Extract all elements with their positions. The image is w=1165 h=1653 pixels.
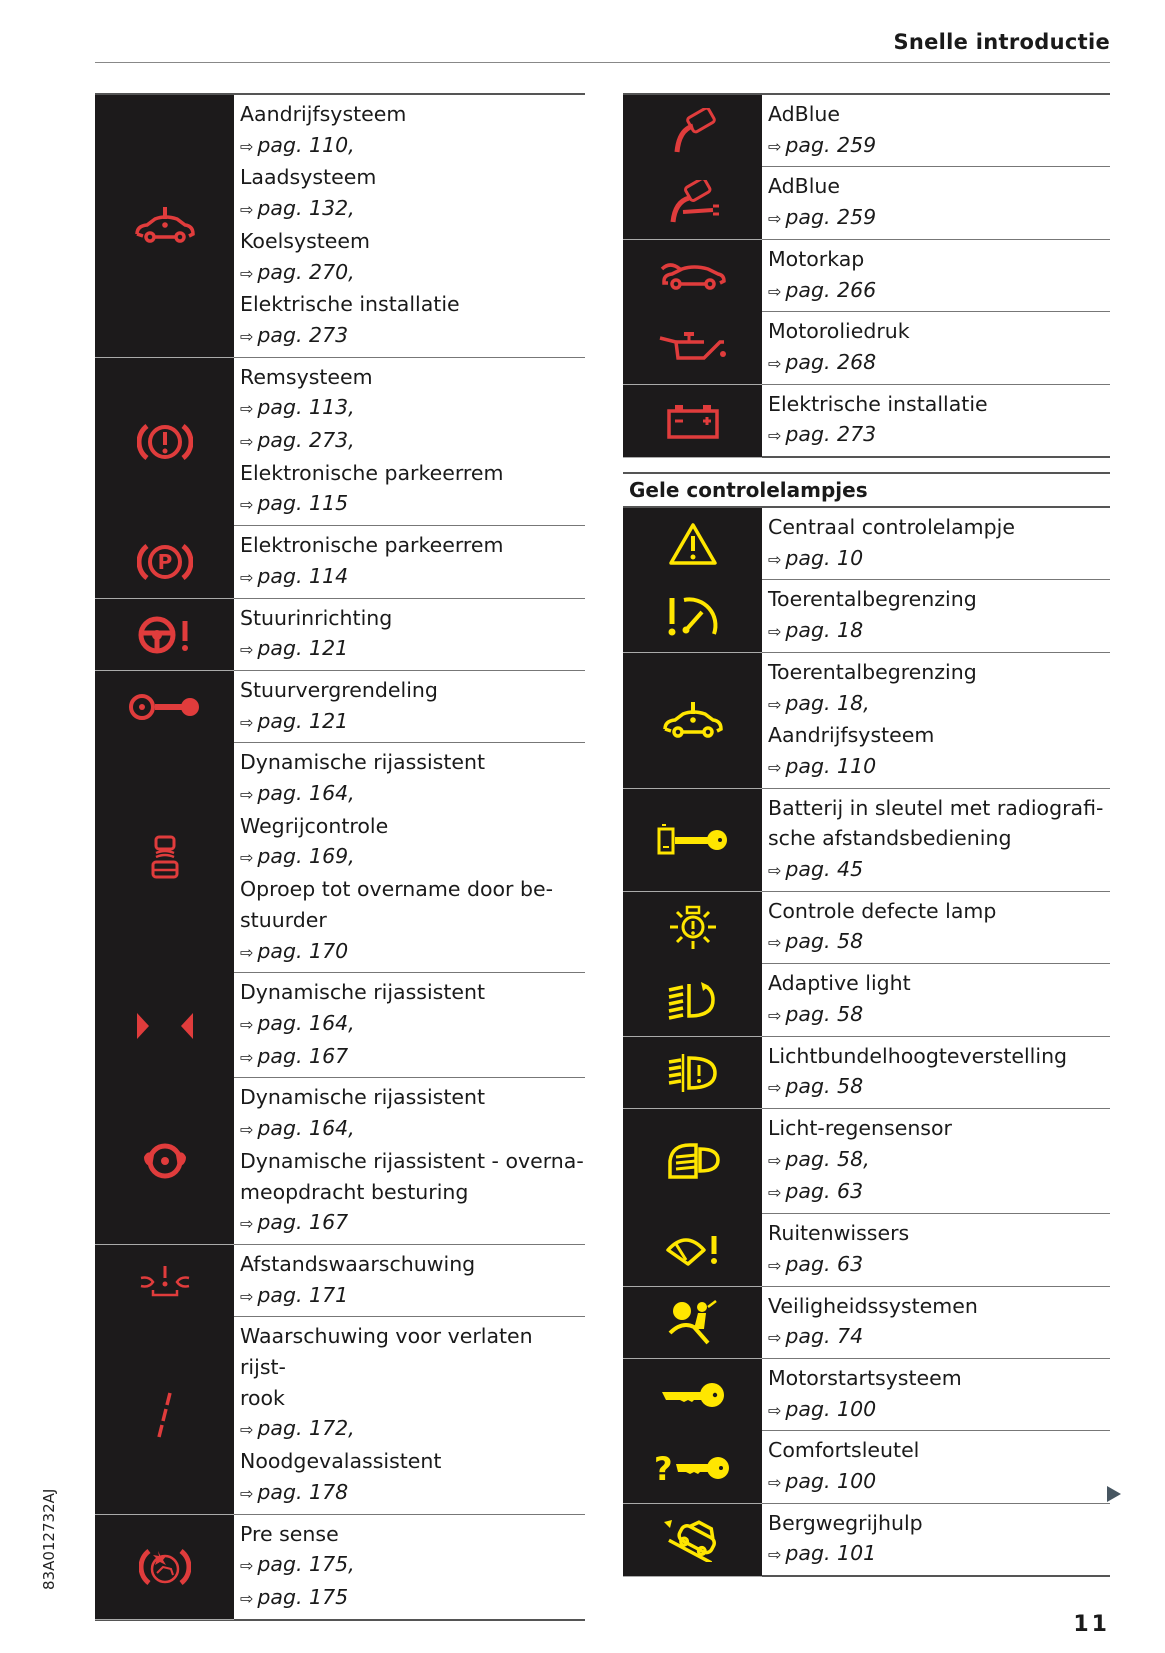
description-cell (762, 385, 1110, 456)
arrow-right-icon: ⇨ (240, 785, 254, 805)
page-reference-text: pag. 113, (257, 395, 355, 420)
page-reference-text: pag. 164, (257, 1116, 355, 1141)
table-row (623, 653, 1110, 789)
table-row (623, 1359, 1110, 1431)
table-row (95, 1245, 585, 1317)
system-label: Pre sense (240, 1521, 339, 1546)
system-label: Adaptive light (768, 971, 911, 996)
table-row (623, 95, 1110, 167)
page-reference-text: pag. 100 (785, 1469, 877, 1494)
description-cell (762, 1037, 1110, 1108)
arrow-right-icon: ⇨ (768, 1400, 782, 1420)
page-header-title: Snelle introductie (893, 30, 1110, 54)
arrow-right-icon: ⇨ (768, 281, 782, 301)
page-reference-link[interactable] (240, 1113, 585, 1146)
system-label: Lichtbundelhoogteverstelling (768, 1043, 1068, 1068)
airbag-icon (668, 1299, 718, 1345)
warning-triangle-icon (668, 522, 718, 566)
icon-cell (623, 580, 762, 653)
page-reference-link[interactable] (768, 1538, 1110, 1571)
page-reference-text: pag. 132, (257, 196, 355, 221)
page-reference-link[interactable] (240, 193, 585, 226)
distance-cars-icon (150, 835, 180, 881)
oil-can-icon (658, 330, 728, 366)
description-cell (762, 892, 1110, 963)
description-cell (762, 312, 1110, 383)
arrow-right-icon: ⇨ (768, 209, 782, 229)
page-reference-link[interactable] (768, 130, 1110, 163)
arrow-right-icon: ⇨ (768, 757, 782, 777)
table-row (95, 95, 585, 358)
arrow-right-icon: ⇨ (240, 942, 254, 962)
icon-cell (95, 599, 234, 672)
page-reference-link[interactable] (768, 1144, 1110, 1177)
page-reference-text: pag. 18, (785, 690, 870, 715)
page-reference-text: pag. 110, (257, 132, 355, 157)
page-reference-text: pag. 58, (785, 1146, 870, 1171)
page-reference-link[interactable] (240, 706, 585, 739)
page-reference-text: pag. 18 (785, 618, 864, 643)
arrow-right-icon: ⇨ (768, 1328, 782, 1348)
page-reference-text: pag. 273 (257, 322, 349, 347)
icon-cell (95, 1078, 234, 1245)
description-cell (234, 1317, 585, 1513)
description-cell (234, 1515, 585, 1619)
adblue-wrench-icon (663, 180, 723, 226)
page-reference-text: pag. 58 (785, 1001, 864, 1026)
icon-cell (623, 240, 762, 313)
icon-cell (623, 653, 762, 789)
page-reference-link[interactable] (240, 936, 585, 969)
table-row (95, 1515, 585, 1621)
car-warning-icon (133, 206, 197, 246)
pre-sense-icon (139, 1545, 191, 1589)
system-label: Dynamische rijassistent (240, 1085, 486, 1110)
arrow-right-icon: ⇨ (768, 426, 782, 446)
table-row (95, 973, 585, 1078)
page-reference-link[interactable] (768, 419, 1110, 452)
icon-cell (623, 1431, 762, 1504)
page-reference-text: pag. 175 (257, 1584, 349, 1609)
arrow-right-icon: ⇨ (768, 1255, 782, 1275)
system-label: Motorkap (768, 246, 865, 271)
parking-brake-icon (137, 540, 193, 584)
page-reference-text: pag. 121 (257, 708, 349, 733)
description-cell (762, 508, 1110, 579)
page-reference-text: pag. 114 (257, 563, 349, 588)
page-reference-text: pag. 58 (785, 1074, 864, 1099)
page-reference-text: pag. 164, (257, 1010, 355, 1035)
document-code: 83A012732AJ (40, 1488, 58, 1590)
icon-cell (95, 743, 234, 973)
page-reference-link[interactable] (768, 1071, 1110, 1104)
arrow-right-icon: ⇨ (240, 432, 254, 452)
system-label: Aandrijfsysteem (240, 102, 407, 126)
system-label: Aandrijfsysteem (768, 723, 935, 748)
page-reference-text: pag. 273 (785, 422, 877, 447)
table-row (623, 1037, 1110, 1109)
page-reference-link[interactable] (240, 1413, 585, 1446)
page-reference-text: pag. 164, (257, 781, 355, 806)
table-row (623, 1431, 1110, 1503)
description-cell (762, 580, 1110, 651)
description-cell (234, 1078, 585, 1244)
table-row (623, 1504, 1110, 1577)
system-label: Elektrische installatie (240, 292, 460, 317)
icon-cell (95, 671, 234, 744)
system-label: Elektrische installatie (768, 391, 988, 416)
arrow-right-icon: ⇨ (240, 136, 254, 156)
description-cell (234, 671, 585, 742)
page-reference-text: pag. 63 (785, 1251, 864, 1276)
page-reference-text: pag. 175, (257, 1552, 355, 1577)
arrow-right-icon: ⇨ (240, 326, 254, 346)
page-reference-link[interactable] (768, 999, 1110, 1032)
battery-icon (665, 403, 721, 439)
rpm-limit-icon (666, 594, 720, 638)
table-row (623, 167, 1110, 239)
icon-cell (95, 1317, 234, 1515)
description-cell (762, 1359, 1110, 1430)
system-label: Waarschuwing voor verlaten rijst- (240, 1324, 533, 1380)
page-reference-text: pag. 270, (257, 259, 355, 284)
system-label: Dynamische rijassistent - overna- (240, 1148, 584, 1173)
description-cell (762, 1109, 1110, 1213)
right-column (623, 93, 1110, 1577)
system-label: Wegrijcontrole (240, 813, 389, 838)
page-reference-text: pag. 110 (785, 753, 877, 778)
arrow-right-icon: ⇨ (240, 1120, 254, 1140)
page-reference-text: pag. 259 (785, 132, 877, 157)
system-label: meopdracht besturing (240, 1179, 469, 1204)
arrow-right-icon: ⇨ (240, 712, 254, 732)
table-row (623, 1287, 1110, 1359)
page-reference-text: pag. 172, (257, 1416, 355, 1441)
adaptive-light-icon (667, 980, 719, 1020)
page-reference-link[interactable] (240, 1477, 585, 1510)
icon-cell (95, 526, 234, 599)
system-label: Motoroliedruk (768, 319, 910, 344)
hill-hold-icon (662, 1518, 724, 1562)
page-reference-text: pag. 45 (785, 857, 864, 882)
page-reference-text: pag. 170 (257, 938, 349, 963)
page-reference-link[interactable] (240, 1582, 585, 1615)
bulb-defect-icon (668, 905, 718, 951)
icon-cell (95, 1245, 234, 1318)
page-reference-link[interactable] (240, 257, 585, 290)
arrow-right-icon: ⇨ (768, 1545, 782, 1565)
page-reference-text: pag. 167 (257, 1043, 349, 1068)
page-reference-text: pag. 169, (257, 844, 355, 869)
table-row (95, 358, 585, 527)
arrow-right-icon: ⇨ (240, 1483, 254, 1503)
arrow-right-icon: ⇨ (768, 933, 782, 953)
page-reference-text: pag. 101 (785, 1541, 877, 1566)
page-reference-link[interactable] (768, 926, 1110, 959)
page-reference-text: pag. 259 (785, 205, 877, 230)
hands-on-wheel-icon (140, 1141, 190, 1181)
arrow-right-icon: ⇨ (240, 1420, 254, 1440)
page-reference-text: pag. 121 (257, 636, 349, 661)
system-label: Comfortsleutel (768, 1438, 920, 1463)
icon-cell (95, 358, 234, 527)
red-warning-table (95, 93, 585, 1621)
brake-warning-icon (137, 420, 193, 464)
description-cell (234, 358, 585, 526)
lane-arrows-icon (133, 1011, 197, 1041)
arrow-right-icon: ⇨ (240, 567, 254, 587)
description-cell (762, 1504, 1110, 1575)
page-reference-link[interactable] (240, 130, 585, 163)
arrow-right-icon: ⇨ (240, 399, 254, 419)
system-label: Stuurinrichting (240, 605, 393, 630)
arrow-right-icon: ⇨ (768, 1078, 782, 1098)
description-cell (234, 95, 585, 357)
arrow-right-icon: ⇨ (240, 200, 254, 220)
description-cell (234, 973, 585, 1077)
page-reference-link[interactable] (240, 320, 585, 353)
page-reference-text: pag. 268 (785, 349, 877, 374)
icon-cell (95, 1515, 234, 1621)
page-reference-link[interactable] (768, 202, 1110, 235)
system-label: sche afstandsbediening (768, 826, 1012, 851)
system-label: Dynamische rijassistent (240, 980, 486, 1005)
system-label: Afstandswaarschuwing (240, 1251, 476, 1276)
key-question-icon (654, 1450, 732, 1484)
icon-cell (623, 1287, 762, 1360)
page-reference-text: pag. 58 (785, 929, 864, 954)
key-battery-icon (657, 823, 729, 857)
page-reference-text: pag. 74 (785, 1324, 864, 1349)
car-warning-icon (661, 701, 725, 741)
table-row (95, 671, 585, 743)
page-number: 11 (1073, 1612, 1110, 1637)
page-reference-link[interactable] (240, 1041, 585, 1074)
page-reference-text: pag. 178 (257, 1479, 349, 1504)
icon-cell (623, 964, 762, 1037)
page-reference-link[interactable] (240, 425, 585, 458)
table-row (623, 789, 1110, 892)
description-cell (762, 1431, 1110, 1502)
page-reference-link[interactable] (768, 275, 1110, 308)
arrow-right-icon: ⇨ (768, 353, 782, 373)
light-rain-sensor-icon (666, 1141, 720, 1181)
description-cell (762, 964, 1110, 1035)
arrow-right-icon: ⇨ (240, 1014, 254, 1034)
arrow-right-icon: ⇨ (240, 1556, 254, 1576)
arrow-right-icon: ⇨ (240, 495, 254, 515)
icon-cell (95, 973, 234, 1079)
adblue-icon (665, 108, 721, 154)
header-rule (95, 62, 1110, 63)
arrow-right-icon: ⇨ (768, 1005, 782, 1025)
system-label: AdBlue (768, 174, 841, 199)
icon-cell (95, 95, 234, 358)
page-reference-text: pag. 167 (257, 1210, 349, 1235)
steering-warning-icon (137, 613, 193, 657)
system-label: Toerentalbegrenzing (768, 587, 977, 612)
table-row (95, 743, 585, 973)
page-reference-link[interactable] (768, 688, 1110, 721)
page-reference-link[interactable] (240, 561, 585, 594)
description-cell (234, 526, 585, 597)
wiper-warning-icon (666, 1230, 720, 1270)
system-label: rook (240, 1385, 285, 1410)
page-reference-link[interactable] (768, 1466, 1110, 1499)
red-warning-table-continued (623, 93, 1110, 458)
distance-warning-icon (139, 1264, 191, 1298)
icon-cell (623, 1359, 762, 1432)
arrow-right-icon: ⇨ (240, 640, 254, 660)
page-reference-link[interactable] (240, 392, 585, 425)
page-reference-link[interactable] (768, 854, 1110, 887)
table-row (623, 892, 1110, 964)
arrow-right-icon: ⇨ (240, 1214, 254, 1234)
description-cell (762, 95, 1110, 166)
steering-lock-key-icon (129, 692, 201, 722)
icon-cell (623, 1504, 762, 1577)
icon-cell (623, 892, 762, 965)
description-cell (762, 653, 1110, 788)
description-cell (762, 167, 1110, 238)
yellow-warning-table (623, 508, 1110, 1577)
table-row (95, 599, 585, 671)
icon-cell (623, 508, 762, 581)
system-label: Licht-regensensor (768, 1115, 952, 1140)
svg-text:?: ? (653, 1450, 673, 1485)
arrow-right-icon: ⇨ (768, 1183, 782, 1203)
system-label: Noodgevalassistent (240, 1449, 442, 1474)
page-reference-link[interactable] (240, 778, 585, 811)
page-reference-link[interactable] (768, 1176, 1110, 1209)
table-row (623, 964, 1110, 1036)
arrow-right-icon: ⇨ (768, 622, 782, 642)
system-label: Batterij in sleutel met radiografi- (768, 795, 1104, 820)
system-label: Stuurvergrendeling (240, 677, 438, 702)
description-cell (234, 599, 585, 670)
left-column (95, 93, 585, 1621)
description-cell (234, 743, 585, 972)
system-label: Elektronische parkeerrem (240, 533, 504, 558)
page-reference-text: pag. 171 (257, 1282, 349, 1307)
page-reference-link[interactable] (240, 1549, 585, 1582)
hood-open-icon (658, 259, 728, 293)
icon-cell (623, 789, 762, 893)
icon-cell (623, 95, 762, 168)
system-label: Controle defecte lamp (768, 898, 997, 923)
page-reference-link[interactable] (240, 841, 585, 874)
system-label: Dynamische rijassistent (240, 750, 486, 775)
page-reference-link[interactable] (768, 1394, 1110, 1427)
page-reference-link[interactable] (240, 1280, 585, 1313)
page-reference-link[interactable] (240, 1008, 585, 1041)
arrow-right-icon: ⇨ (768, 694, 782, 714)
system-label: Bergwegrijhulp (768, 1510, 923, 1535)
key-icon (660, 1380, 726, 1410)
table-row (623, 385, 1110, 458)
page-reference-text: pag. 63 (785, 1179, 864, 1204)
table-row (623, 1214, 1110, 1286)
table-row (623, 580, 1110, 652)
icon-cell (623, 385, 762, 458)
table-row (623, 508, 1110, 580)
arrow-right-icon: ⇨ (240, 263, 254, 283)
section-heading-yellow: Gele controlelampjes (623, 472, 1110, 508)
system-label: Veiligheidssystemen (768, 1293, 978, 1318)
page-reference-link[interactable] (240, 633, 585, 666)
table-row (95, 1078, 585, 1245)
table-row (95, 526, 585, 598)
icon-cell (623, 1214, 762, 1287)
page-reference-link[interactable] (768, 751, 1110, 784)
arrow-right-icon: ⇨ (240, 1588, 254, 1608)
page-reference-text: pag. 115 (257, 491, 349, 516)
page-reference-text: pag. 266 (785, 277, 877, 302)
system-label: Centraal controlelampje (768, 515, 1015, 540)
system-label: Elektronische parkeerrem (240, 460, 504, 485)
page-reference-link[interactable] (768, 615, 1110, 648)
arrow-right-icon: ⇨ (768, 549, 782, 569)
arrow-right-icon: ⇨ (768, 861, 782, 881)
description-cell (762, 789, 1110, 891)
arrow-right-icon: ⇨ (768, 136, 782, 156)
page-reference-text: pag. 100 (785, 1396, 877, 1421)
system-label: AdBlue (768, 102, 841, 126)
table-row (623, 240, 1110, 312)
icon-cell (623, 1109, 762, 1215)
system-label: Remsysteem (240, 364, 373, 389)
page-reference-link[interactable] (768, 1321, 1110, 1354)
page-reference-text: pag. 10 (785, 545, 864, 570)
lane-departure-icon (155, 1391, 175, 1441)
system-label: Motorstartsysteem (768, 1365, 962, 1390)
arrow-right-icon: ⇨ (240, 1286, 254, 1306)
system-label: Ruitenwissers (768, 1221, 910, 1246)
system-label: stuurder (240, 907, 327, 932)
icon-cell (623, 167, 762, 240)
system-label: Koelsysteem (240, 228, 370, 253)
table-row (623, 312, 1110, 384)
arrow-right-icon: ⇨ (240, 848, 254, 868)
description-cell (762, 1287, 1110, 1358)
arrow-right-icon: ⇨ (240, 1047, 254, 1067)
headlight-range-icon (667, 1050, 719, 1096)
page-reference-link[interactable] (240, 488, 585, 521)
table-row (623, 1109, 1110, 1214)
page-reference-link[interactable] (768, 543, 1110, 576)
description-cell (762, 1214, 1110, 1285)
description-cell (234, 1245, 585, 1316)
system-label: Oproep tot overname door be- (240, 877, 554, 902)
system-label: Laadsysteem (240, 165, 377, 190)
arrow-right-icon: ⇨ (768, 1150, 782, 1170)
page-reference-text: pag. 273, (257, 428, 355, 453)
page-reference-link[interactable] (768, 347, 1110, 380)
icon-cell (623, 312, 762, 385)
page-reference-link[interactable] (768, 1249, 1110, 1282)
icon-cell (623, 1037, 762, 1110)
system-label: Toerentalbegrenzing (768, 659, 977, 684)
description-cell (762, 240, 1110, 311)
page-reference-link[interactable] (240, 1207, 585, 1240)
arrow-right-icon: ⇨ (768, 1473, 782, 1493)
table-row (95, 1317, 585, 1514)
svg-text:P: P (157, 550, 172, 575)
next-page-arrow-icon (1107, 1486, 1121, 1502)
